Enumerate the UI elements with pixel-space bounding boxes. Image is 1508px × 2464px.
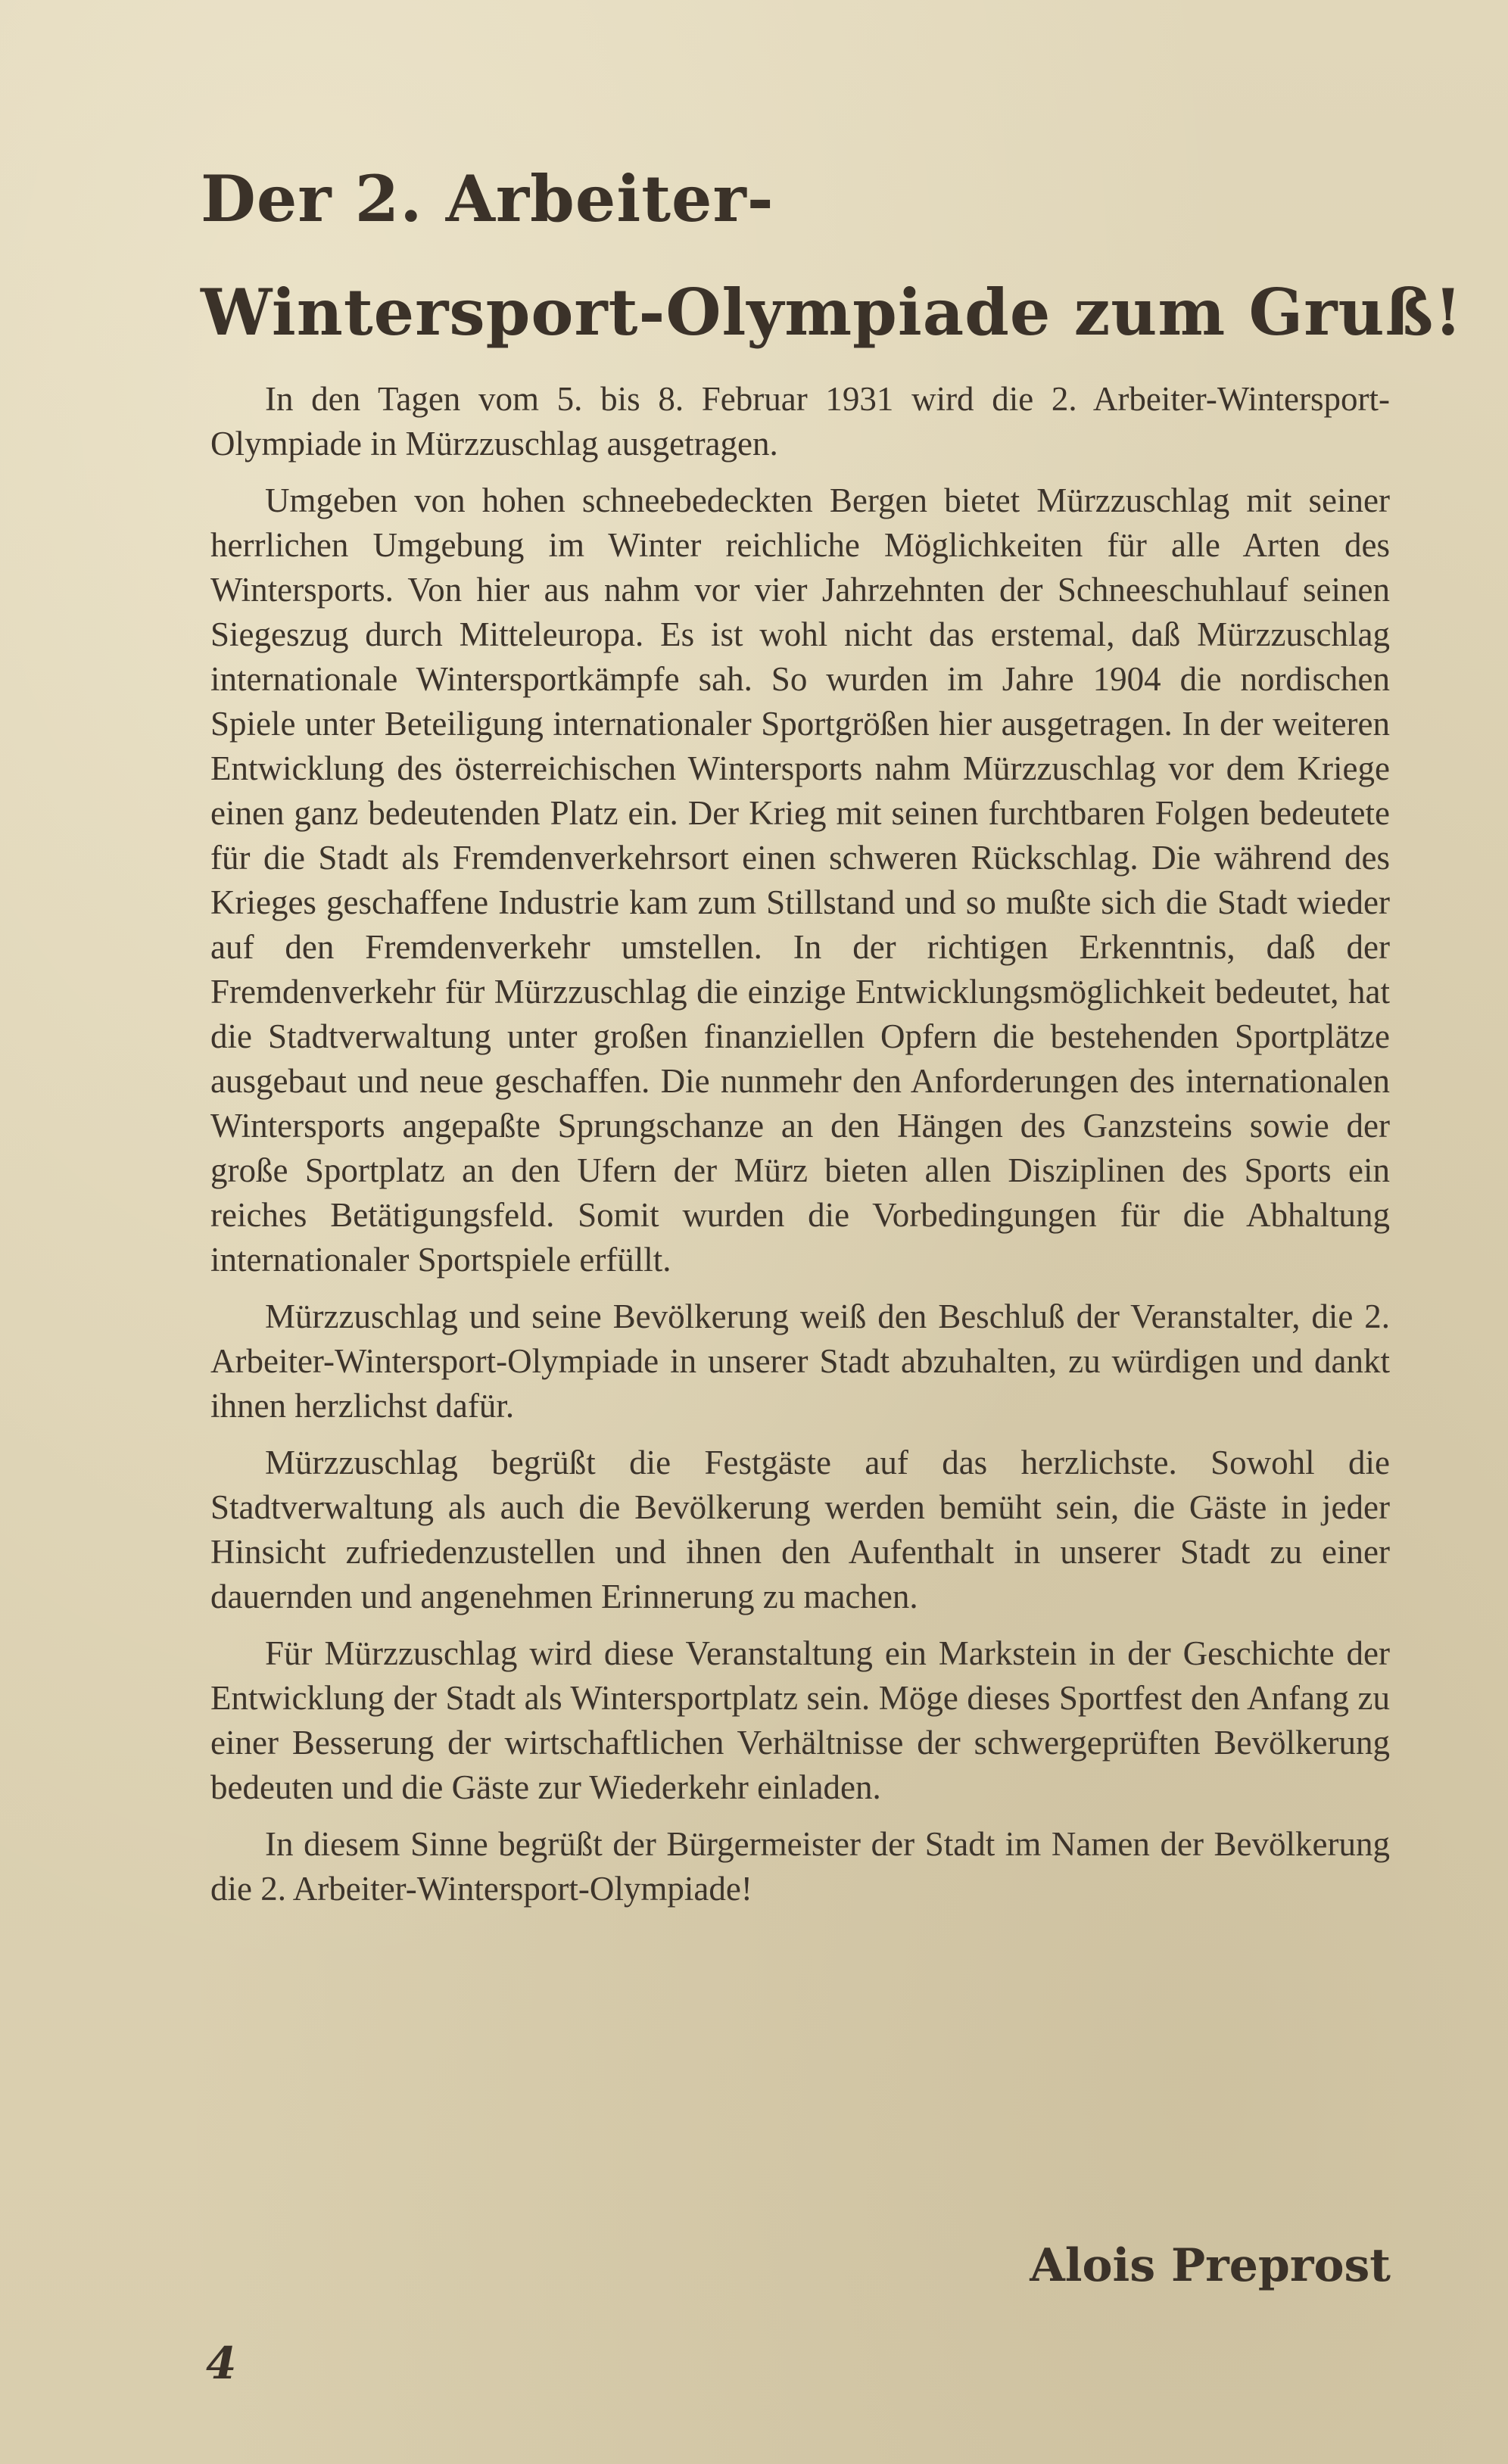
title-line-2: Wintersport-Olympiade zum Gruß!	[201, 275, 1463, 350]
article-body	[210, 377, 1390, 1924]
paragraph-2: Umgeben von hohen schneebedeckten Bergen bietet Mürzzuschlag mit seiner herrlichen Umgebung im Winter reichliche Möglichkeiten für alle Arten des Wintersports. Von hier aus nahm vor vier Jahrzehnten der Schneeschuhlauf seinen Siegeszug durch Mitteleuropa. Es ist wohl nicht das erstemal, daß Mürzzuschlag internationale Wintersportkämpfe sah. So wurden im Jahre 1904 die nordischen Spiele unter Beteiligung internationaler Sportgrößen hier ausgetragen. In der weiteren Entwicklung des österreichischen Wintersports nahm Mürzzuschlag vor dem Kriege einen ganz bedeutenden Platz ein. Der Krieg mit seinen furchtbaren Folgen bedeutete für die Stadt als Fremdenverkehrsort einen schweren Rückschlag. Die während des Krieges geschaffene Industrie kam zum Stillstand und so mußte sich die Stadt wieder auf den Fremdenverkehr umstellen. In der richtigen Erkenntnis, daß der Fremdenverkehr für Mürzzuschlag die einzige Entwicklungsmöglichkeit bedeutet, hat die Stadtverwaltung unter großen finanziellen Opfern die bestehenden Sportplätze ausgebaut und neue geschaffen. Die nunmehr den Anforderungen des internationalen Wintersports angepaßte Sprungschanze an den Hängen des Ganzsteins sowie der große Sportplatz an den Ufern der Mürz bieten allen Disziplinen des Sports ein reiches Betätigungsfeld. Somit wurden die Vorbedingungen für die Abhaltung internationaler Sportspiele erfüllt.	[210, 481, 1390, 1279]
paragraph-3: Mürzzuschlag und seine Bevölkerung weiß den Beschluß der Veranstalter, die 2. Arbeiter-Wintersport-Olympiade in unserer Stadt abzuhalten, zu würdigen und dankt ihnen herzlichst dafür.	[210, 1297, 1390, 1425]
paragraph-4: Mürzzuschlag begrüßt die Festgäste auf das herzlichste. Sowohl die Stadtverwaltung als auch die Bevölkerung werden bemüht sein, die Gäste in jeder Hinsicht zufriedenzustellen und ihnen den Aufenthalt in unserer Stadt zu einer dauernden und angenehmen Erinnerung zu machen.	[210, 1444, 1390, 1615]
paragraph-1: In den Tagen vom 5. bis 8. Februar 1931 wird die 2. Arbeiter-Wintersport-Olympiade in Mürzzuschlag ausgetragen.	[210, 380, 1390, 463]
paragraph-6: In diesem Sinne begrüßt der Bürgermeister der Stadt im Namen der Bevölkerung die 2. Arbeiter-Wintersport-Olympiade!	[210, 1825, 1390, 1908]
page-number: 4	[206, 2338, 237, 2389]
paragraph-5: Für Mürzzuschlag wird diese Veranstaltung ein Markstein in der Geschichte der Entwicklung der Stadt als Wintersportplatz sein. Möge dieses Sportfest den Anfang zu einer Besserung der wirtschaftlichen Verhältnisse der schwergeprüften Bevölkerung bedeuten und die Gäste zur Wiederkehr einladen.	[210, 1634, 1390, 1806]
page-title	[201, 142, 1463, 369]
title-line-1: Der 2. Arbeiter-	[201, 161, 774, 236]
signature: Alois Preprost	[1030, 2239, 1391, 2292]
